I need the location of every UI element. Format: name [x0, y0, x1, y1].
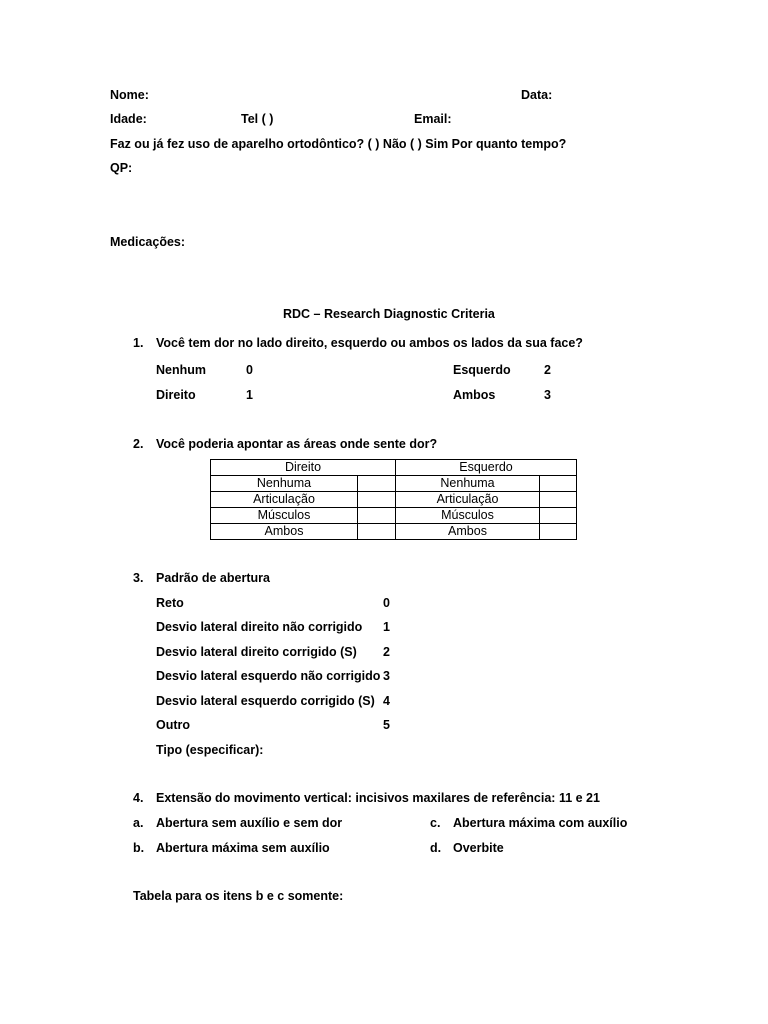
- checkbox-cell[interactable]: [540, 492, 577, 508]
- col-header-direito: Direito: [211, 460, 396, 476]
- checkbox-cell[interactable]: [358, 524, 396, 540]
- q4-item-label: Abertura máxima com auxílio: [453, 816, 628, 830]
- row-label-right: Músculos: [396, 508, 540, 524]
- q3-option-value: 2: [383, 645, 390, 659]
- table-row: [211, 508, 577, 524]
- q3-option-label: Desvio lateral direito corrigido (S): [156, 645, 357, 659]
- q1-option-value: 0: [246, 363, 253, 377]
- pain-areas-table: [210, 459, 577, 540]
- q4-item-label: Overbite: [453, 841, 504, 855]
- table-row: [211, 492, 577, 508]
- nome-label: Nome:: [110, 88, 149, 102]
- q1-option-label: Esquerdo: [453, 363, 511, 377]
- document-title: RDC – Research Diagnostic Criteria: [283, 307, 495, 321]
- checkbox-cell[interactable]: [358, 508, 396, 524]
- q3-tipo-label: Tipo (especificar):: [156, 743, 264, 757]
- q1-option-label: Ambos: [453, 388, 496, 402]
- checkbox-cell[interactable]: [358, 476, 396, 492]
- row-label-right: Articulação: [396, 492, 540, 508]
- q3-option-label: Desvio lateral esquerdo não corrigido: [156, 669, 381, 683]
- checkbox-cell[interactable]: [540, 524, 577, 540]
- q1-option-value: 2: [544, 363, 551, 377]
- row-label-left: Nenhuma: [211, 476, 358, 492]
- row-label-right: Nenhuma: [396, 476, 540, 492]
- checkbox-cell[interactable]: [540, 476, 577, 492]
- q4-item-label: Abertura máxima sem auxílio: [156, 841, 330, 855]
- q3-option-value: 0: [383, 596, 390, 610]
- q3-option-value: 1: [383, 620, 390, 634]
- medicacoes-label: Medicações:: [110, 235, 186, 249]
- q2-text: Você poderia apontar as áreas onde sente dor?: [156, 437, 438, 451]
- q3-option-label: Outro: [156, 718, 191, 732]
- q3-number: 3.: [133, 571, 144, 585]
- q4-item-letter: c.: [430, 816, 441, 830]
- q3-option-value: 3: [383, 669, 390, 683]
- q3-option-value: 4: [383, 694, 390, 708]
- q1-option-value: 3: [544, 388, 551, 402]
- col-header-esquerdo: Esquerdo: [396, 460, 577, 476]
- q1-text: Você tem dor no lado direito, esquerdo ou ambos os lados da sua face?: [156, 336, 583, 350]
- q3-option-value: 5: [383, 718, 390, 732]
- row-label-left: Ambos: [211, 524, 358, 540]
- qp-label: QP:: [110, 161, 133, 175]
- aparelho-question: Faz ou já fez uso de aparelho ortodôntico? ( ) Não ( ) Sim Por quanto tempo?: [110, 137, 567, 151]
- q4-item-letter: b.: [133, 841, 145, 855]
- row-label-left: Articulação: [211, 492, 358, 508]
- row-label-right: Ambos: [396, 524, 540, 540]
- data-label: Data:: [521, 88, 553, 102]
- q4-number: 4.: [133, 791, 144, 805]
- tel-label: Tel ( ): [241, 112, 274, 126]
- q1-option-label: Direito: [156, 388, 196, 402]
- q1-option-value: 1: [246, 388, 253, 402]
- q1-number: 1.: [133, 336, 144, 350]
- q1-option-label: Nenhum: [156, 363, 206, 377]
- q4-text: Extensão do movimento vertical: incisivos maxilares de referência: 11 e 21: [156, 791, 600, 805]
- table-note: Tabela para os itens b e c somente:: [133, 889, 344, 903]
- idade-label: Idade:: [110, 112, 147, 126]
- email-label: Email:: [414, 112, 452, 126]
- table-header-row: [211, 460, 577, 476]
- checkbox-cell[interactable]: [540, 508, 577, 524]
- checkbox-cell[interactable]: [358, 492, 396, 508]
- q4-item-label: Abertura sem auxílio e sem dor: [156, 816, 343, 830]
- q3-text: Padrão de abertura: [156, 571, 270, 585]
- q4-item-letter: a.: [133, 816, 144, 830]
- q3-option-label: Desvio lateral esquerdo corrigido (S): [156, 694, 375, 708]
- q2-number: 2.: [133, 437, 144, 451]
- q3-option-label: Desvio lateral direito não corrigido: [156, 620, 363, 634]
- q4-item-letter: d.: [430, 841, 442, 855]
- table-row: [211, 524, 577, 540]
- q3-option-label: Reto: [156, 596, 184, 610]
- row-label-left: Músculos: [211, 508, 358, 524]
- table-row: [211, 476, 577, 492]
